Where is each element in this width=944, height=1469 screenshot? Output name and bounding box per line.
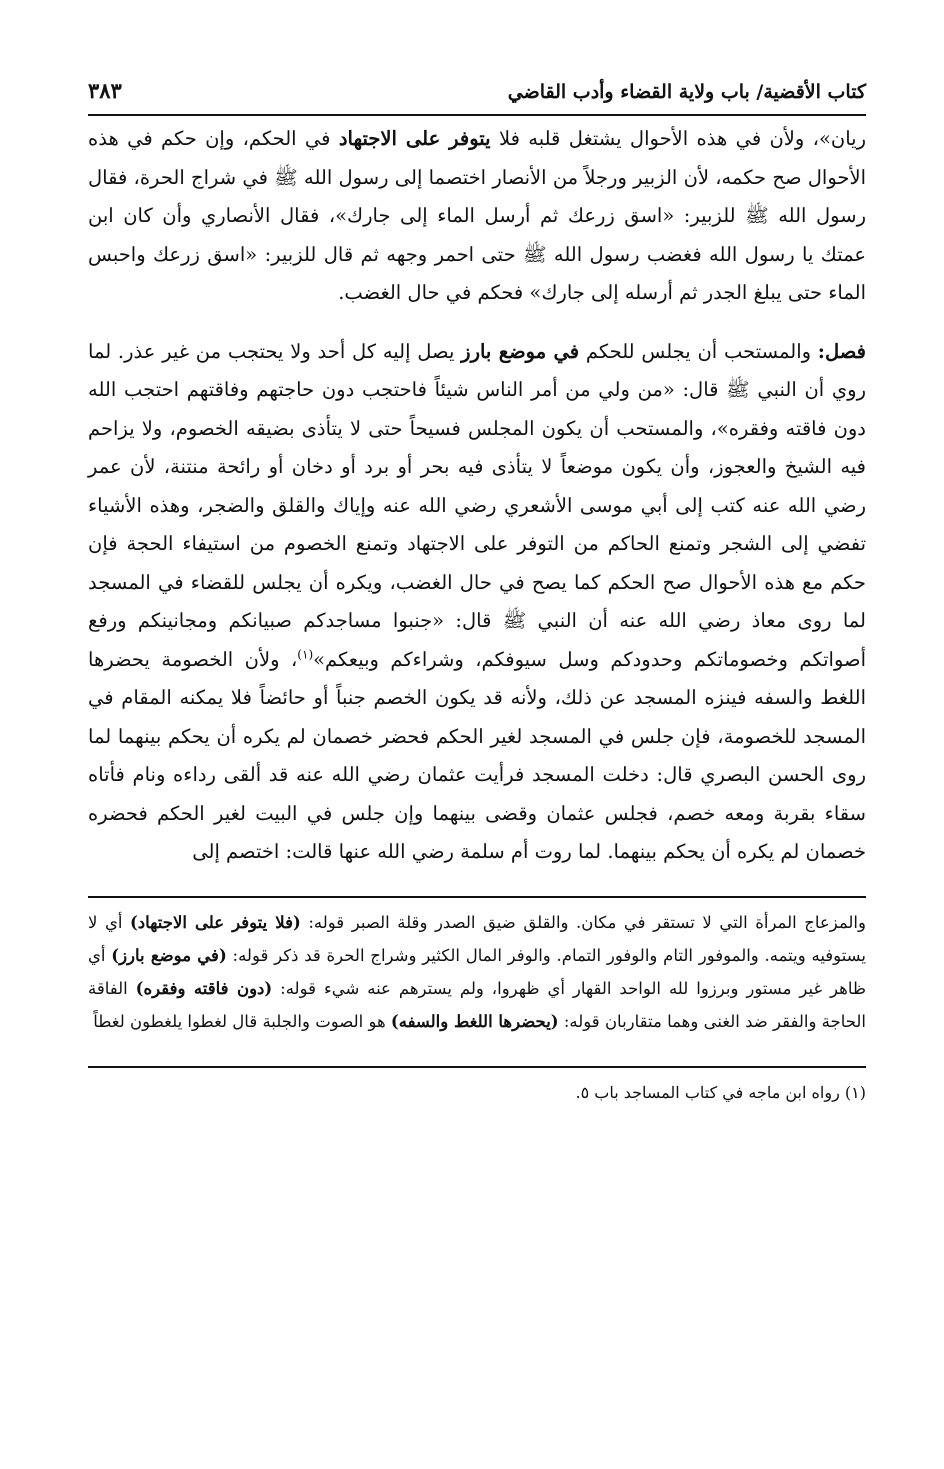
paragraph-gap	[88, 313, 866, 333]
footnote	[88, 1078, 866, 1108]
paragraph-2-text-a: والمستحب أن يجلس للحكم	[579, 339, 818, 363]
footnote-text: رواه ابن ماجه في كتاب المساجد باب ٥.	[575, 1082, 845, 1102]
section-label: فصل:	[817, 339, 866, 363]
page-header	[88, 78, 866, 114]
paragraph-2-bold-term: في موضع بارز	[461, 339, 580, 363]
notes-text-2: أي لا يستوفيه ويتمه. والموفور التام والوفور التمام. والوفر المال الكثير وشراج الحرة قد ذكر قوله:	[88, 912, 866, 965]
notes-bold-2: (في موضع بارز)	[111, 945, 227, 965]
notes-text-5: هو الصوت والجلبة قال لغطوا يلغطون لغطاً	[93, 1011, 391, 1031]
paragraph-1-text-a: ريان»، ولأن في هذه الأحوال يشتغل قلبه فلا	[490, 127, 866, 150]
paragraph-1	[88, 120, 866, 313]
paragraph-2	[88, 333, 866, 872]
footnote-reference[interactable]: (١)	[297, 647, 314, 661]
paragraph-1-text-b: في الحكم، وإن حكم في هذه الأحوال صح حكمه، لأن الزبير ورجلاً من الأنصار اختصما إلى رسول الله ﷺ في شراج الحرة، فقال رسول الله ﷺ للزبير: «اسق زرعك ثم أرسل الماء إلى جارك»، فقال الأنصاري وأن كان ابن عمتك يا رسول الله فغضب رسول الله ﷺ حتى احمر وجهه ثم قال للزبير: «اسق زرعك واحبس الماء حتى يبلغ الجدر ثم أرسله إلى جارك» فحكم في حال الغضب.	[88, 127, 866, 304]
running-title: كتاب الأقضية/ باب ولاية القضاء وأدب القاضي	[507, 81, 866, 103]
book-page	[88, 78, 866, 1108]
notes-text-3: أي ظاهر غير مستور وبرزوا لله الواحد القهار أي ظهروا، ولم يسترهم عنه شيء قوله:	[88, 945, 866, 998]
paragraph-1-bold-term: يتوفر على الاجتهاد	[338, 127, 491, 150]
footnote-divider	[88, 1066, 866, 1068]
notes-divider	[88, 896, 866, 898]
footnote-number: (١)	[844, 1082, 866, 1102]
notes-text-1: والمزعاج المرأة التي لا تستقر في مكان. والقلق ضيق الصدر وقلة الصبر قوله:	[300, 912, 866, 932]
paragraph-2-text-b: يصل إليه كل أحد ولا يحتجب من غير عذر. لما روي أن النبي ﷺ قال: «من ولي من أمر الناس شيئاً فاحتجب دون حاجتهم وفاقتهم احتجب الله دون فاقته وفقره»، والمستحب أن يكون المجلس فسيحاً حتى لا يتأذى بضيقه الخصوم، ولا يزاحم فيه الشيخ والعجوز، وأن يكون موضعاً لا يتأذى فيه بحر أو برد أو دخان أو رائحة منتنة، لأن عمر رضي الله عنه كتب إلى أبي موسى الأشعري رضي الله عنه وإياك والقلق والضجر، وهذه الأشياء تفضي إلى الشجر وتمنع الحاكم من التوفر على الاجتهاد وتمنع الخصوم من استيفاء الحجة فإن حكم مع هذه الأحوال صح الحكم كما يصح في حال الغضب، ويكره أن يجلس للقضاء في المسجد لما روى معاذ رضي الله عنه أن النبي ﷺ قال: «جنبوا مساجدكم صبيانكم ومجانينكم ورفع أصواتكم وخصوماتكم وحدودكم وسل سيوفكم، وشراءكم وبيعكم»	[88, 339, 866, 671]
commentary-notes	[88, 906, 866, 1038]
notes-bold-4: (يحضرها اللغط والسفه)	[390, 1011, 559, 1031]
header-rule	[88, 114, 866, 116]
notes-bold-3: (دون فاقته وفقره)	[135, 978, 273, 998]
notes-bold-1: (فلا يتوفر على الاجتهاد)	[130, 912, 301, 932]
paragraph-2-text-c: ، ولأن الخصومة يحضرها اللغط والسفه فينزه المسجد عن ذلك، ولأنه قد يكون الخصم جنباً أو حائضاً فلا يمكنه المقام في المسجد للخصومة، فإن جلس في المسجد لغير الحكم فحضر خصمان لم يكره أن يحكم بينهما لما روى الحسن البصري قال: دخلت المسجد فرأيت عثمان رضي الله عنه قد ألقى رداءه ونام فأتاه سقاء بقربة ومعه خصم، فجلس عثمان وقضى بينهما وإن جلس في البيت لغير الحكم فحضره خصمان لم يكره أن يحكم بينهما. لما روت أم سلمة رضي الله عنها قالت: اختصم إلى	[88, 647, 866, 863]
page-number: ٣٨٣	[88, 78, 122, 103]
notes-text-4: الفاقة الحاجة والفقر ضد الغنى وهما متقاربان قوله:	[88, 978, 866, 1031]
